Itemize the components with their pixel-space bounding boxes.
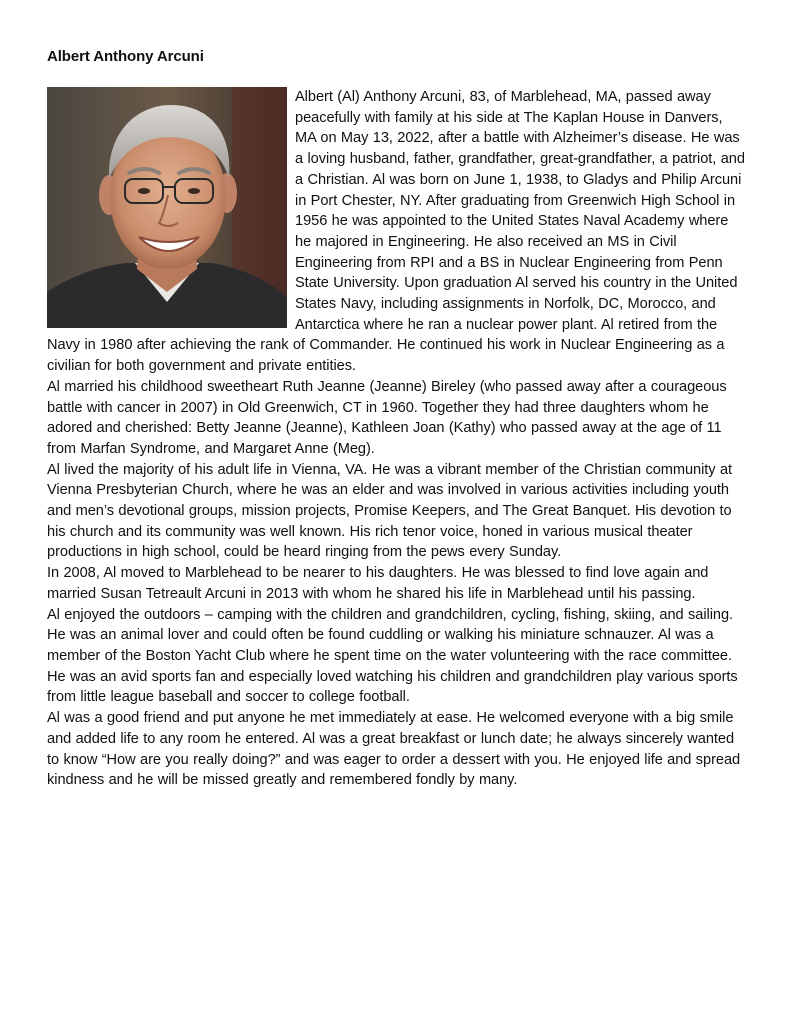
portrait-photo (47, 87, 287, 328)
paragraph-6: Al was a good friend and put anyone he met immediately at ease. He welcomed everyone with a big smile and added life to any room he entered. Al was a great breakfast or lunch date; he always sincerely wanted to know “How are you really doing?” and was eager to order a dessert with you. He enjoyed life and spread kindness and he will be missed greatly and remembered fondly by many. (47, 710, 741, 789)
paragraph-3: Al lived the majority of his adult life in Vienna, VA. He was a vibrant member of the Christian community at Vienna Presbyterian Church, where he was an elder and was involved in various activities including youth and men’s devotional groups, mission projects, Promise Keepers, and The Great Banquet. His devotion to his church and its community was well known. His rich tenor voice, honed in various musical theater productions in high school, could be heard ringing from the pews every Sunday. (47, 461, 733, 561)
document-title: Albert Anthony Arcuni (47, 48, 204, 65)
obituary-page (47, 47, 747, 791)
paragraph-2: Al married his childhood sweetheart Ruth Jeanne (Jeanne) Bireley (who passed away after a courageous battle with cancer in 2007) in Old Greenwich, CT in 1960. Together they had three daughters whom he adored and cherished: Betty Jeanne (Jeanne), Kathleen Joan (Kathy) who passed away at the age of 11 from Marfan Syndrome, and Margaret Anne (Meg). (47, 378, 727, 457)
paragraph-1: Albert (Al) Anthony Arcuni, 83, of Marblehead, MA, passed away peacefully with family at his side at The Kaplan House in Danvers, MA on May 13, 2022, after a battle with Alzheimer’s disease. He was a loving husband, father, grandfather, great-grandfather, a patriot, and a Christian. Al was born on June 1, 1938, to Gladys and Philip Arcuni in Port Chester, NY. After graduating from Greenwich High School in 1956 he was appointed to the United States Naval Academy where he majored in Engineering. He also received an MS in Civil Engineering from RPI and a BS in Nuclear Engineering from Penn State University. Upon graduation Al served his country in the United States Navy, including assignments in Norfolk, DC, Morocco, and Antarctica where he ran a nuclear power plant. Al retired from the Navy in 1980 after achieving the rank of Commander. He continued his work in Nuclear Engineering as a civilian for both government and private entities. (47, 89, 745, 375)
paragraph-5: Al enjoyed the outdoors – camping with the children and grandchildren, cycling, fishing, skiing, and sailing. He was an animal lover and could often be found cuddling or walking his miniature schnauzer. Al was a member of the Boston Yacht Club where he spent time on the water volunteering with the race committee. He was an avid sports fan and especially loved watching his children and grandchildren play various sports from little league baseball and soccer to college football. (47, 606, 738, 706)
obituary-body (47, 87, 747, 791)
portrait-illustration (47, 87, 287, 328)
paragraph-4: In 2008, Al moved to Marblehead to be nearer to his daughters. He was blessed to find love again and married Susan Tetreault Arcuni in 2013 with whom he shared his life in Marblehead until his passing. (47, 565, 709, 602)
